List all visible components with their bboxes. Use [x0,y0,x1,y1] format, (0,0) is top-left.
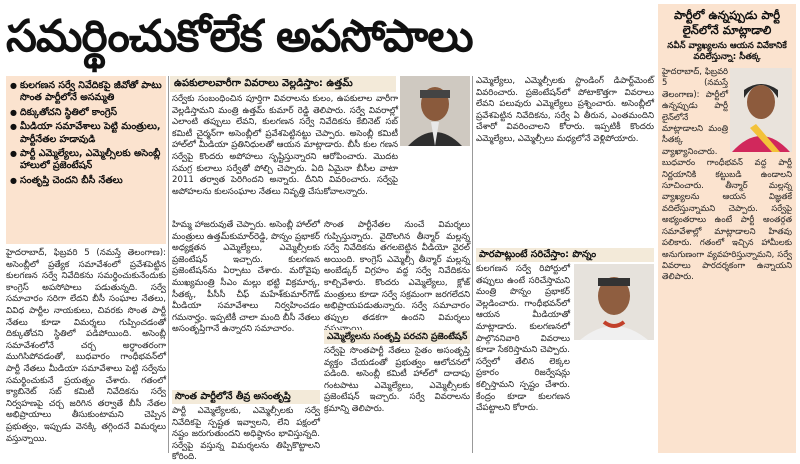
paragraph: కులగణన సర్వే రిపోర్టులో తప్పులు ఉంటే సరిచేస్తామని మంత్రి పొన్నం ప్రభాకర్ వెల్లడించారు. గాంధీభవన్‌లో ఆయన మీడియాతో మాట్లాడారు. కులగణనలో పాల్గొననివారి వివరాలు కూడా సేకరిస్తామని చెప్పారు. సర్వేలో తేలిన లెక్కల ప్రకారం రిజర్వేషన్లు కల్పిస్తామని స్పష్టం చేశారు. కేంద్రం కూడా కులగణన చేపట్టాలని కోరారు. [476,264,570,414]
highlights-box [6,76,166,244]
subhead-party-dissent: సొంత పార్టీలోనే తీవ్ర అసంతృప్తి [172,390,320,404]
ponnam-subhead: పారపాట్లుంటే సరిచేస్తాం: పొన్నం [476,248,654,262]
paragraph: సర్వేకు సంబంధించిన పూర్తిగా వివరాలను కులం, ఉపకులాల వారీగా వెల్లడిస్తామని మంత్రి ఉత్తమ్ కుమార్ రెడ్డి తెలిపారు. సర్వే వివరాల్లో ఎలాంటి తప్పులు లేవని, కులగణన సర్వే నివేదికను కేబినెట్ సబ్ కమిటీ చైర్మన్‌గా అసెంబ్లీలో ప్రవేశపెట్టినట్టు చెప్పారు. అసెంబ్లీ కమిటీ హాల్‌లో మీడియా ప్రతినిధులతో ఆయన మాట్లాడారు. బీసీ కుల గణన సర్వేపై కొందరు అపోహలు సృష్టిస్తున్నారని ఆరోపించారు. మొదట సమగ్ర కులాలు సర్వేతో పోల్చి చెప్పారు. ఏది ఏమైనా బీసీల వాటా 2011 తర్వాత పెరిగిందని అన్నారు. దీనిని వివరించారు. సర్వేపై అపోహలను కులసంఘాల నేతలు నివృత్తి చేసుకోవాలన్నారు. [172,94,398,197]
highlight-item: ● కులగణన సర్వే నివేదికపై జీవోతో పాటు సొంత పార్టీలోనే అసమ్మతి [10,80,162,105]
page-headline: సమర్థించుకోలేక అపసోపాలు [6,11,473,62]
paragraph: పార్టీ ఎమ్మెల్యేలకు, ఎమ్మెల్సీలకు సర్వే నివేదికపై స్పష్టత ఇవ్వాలని, లేని పక్షంలో నష్టం జరుగుతుందని అధిష్ఠానం భావిస్తున్నది. సర్వేపై వస్తున్న విమర్శలను తిప్పికొట్టాలని కోరింది. [172,406,320,463]
paragraph: ఎమ్మెల్యేలు, ఎమ్మెల్సీలకు స్టాండింగ్ డిపార్ట్‌మెంట్ వివరించారు. ప్రజెంటేషన్‌లో పోటాకొత్తగా వివరాలు లేవని పలువురు ఎమ్మెల్యేలు ప్రశ్నించారు. అసెంబ్లీలో ప్రవేశపెట్టిన నివేదికను, సర్వే ఏ తీరున, ఎంతమందిని చేశారో వివరించాలని కోరారు. ఇప్పటికీ కొందరు ఎమ్మెల్యేలు, ఎమ్మెల్సీలు మధ్యలోనే వెళ్లిపోయారు. [476,76,654,144]
highlight-item: ● సంతృప్తి చెందని బీసీ నేతలు [10,175,162,187]
middle-column-b [324,220,470,328]
paragraph: సర్వేపై సొంతపార్టీ నేతలు సైతం అసంతృప్తి వ్యక్తం చేయడంతో ప్రభుత్వం ఆలోచనలో పడింది. అసెంబ్లీ కమిటీ హాల్‌లో దాదాపు గంటపాటు ఎమ్మెల్యేలు, ఎమ్మెల్సీలకు ప్రజెంటేషన్ ఇచ్చారు. సర్వే వివరాలను క్రమాన్ని తెలిపారు. [324,346,470,414]
paragraph: హైదరాబాద్, ఫిబ్రవరి 5 (నమస్తే తెలంగాణ): అసెంబ్లీలో ప్రత్యేక సమావేశంలో ప్రవేశపెట్టిన కులగణన సర్వే నివేదికను సమర్థించుకునేందుకు కాంగ్రెస్ అపసోపాలు పడుతున్నది. సర్వే సమాచారం సరిగా లేదని బీసీ సంఘాల నేతలు, వివిధ పార్టీల నాయకులు, చివరకు సొంత పార్టీ నేతలు కూడా విమర్శలు గుప్పించడంతో దిక్కుతోచని స్థితిలో పడిపోయింది. అసెంబ్లీ సమావేశంలోనే చర్చ అర్ధాంతరంగా ముగిసిపోవడంతో, బుధవారం గాంధీభవన్‌లో పార్టీ నేతలు మీడియా సమావేశాలు పెట్టి సర్వేను సమర్థించుకునే ప్రయత్నం చేశారు. గతంలో క్యాబినెట్ సబ్ కమిటీ నివేదికను సర్వే నిర్వహణపై చర్చ జరిగిన తర్వాతే బీసీ నేతల అభిప్రాయాలు తీసుకుంటామని చెప్పిన ప్రభుత్వం, ఇప్పుడు వెనక్కి తగ్గిందనే విమర్శలు వస్తున్నాయి. [6,248,166,444]
seethakka-photo [730,68,792,152]
uttam-subhead: ఉపకులాలవారీగా వివరాలు వెల్లడిస్తాం: ఉత్తమ్ [170,76,396,92]
highlight-item: ● మీడియా సమావేశాలు పెట్టి మంత్రులు, పార్టీనేతల హడావుడి [10,121,162,146]
middle-column-c [172,406,320,463]
ponnam-text [476,264,570,453]
middle-column-a [172,220,320,388]
subhead-presentation: ఎమ్మెల్యేలను సంతృప్తి పరచని ప్రజెంటేషన్ [324,330,470,344]
paragraph: హిమ్మ హాజరువుతే చెప్పారు. అసెంబ్లీ హాల్‌లో మంత్రులు ఉత్తమ్‌కుమార్‌రెడ్డి, పొన్నం ప్రభాకర్ అధ్యక్షతన ఎమ్మెల్యేలు, ఎమ్మెల్సీలకు ప్రజెంటేషన్ ఇచ్చారు. కులగణన ప్రజెంటేషన్‌ను ఏర్పాటు చేశారు. మరోవైపు ముఖ్యమంత్రి సీఎం మల్లు భట్టి విక్రమార్క, సీతక్క, పీసీసీ చీఫ్ మహేశ్‌కుమార్‌గౌడ్ మీడియా సమావేశాలు నిర్వహించడం గమనార్హం. ఇప్పటికీ చాలా మంది బీసీ నేతలు అసంతృప్తిగానే ఉన్నారని సమాచారం. [172,220,320,335]
column-divider [472,76,473,453]
ponnam-photo [574,264,654,340]
highlight-item: ● పార్టీ ఎమ్మెల్యేలు, ఎమ్మెల్సీలకు అసెంబ్లీ హాలులో ప్రజెంటేషన్ [10,148,162,173]
column-divider [168,76,169,453]
right-column-a [476,76,654,246]
middle-column-d [324,346,470,453]
paragraph: హైదరాబాద్, ఫిబ్రవరి 5 (నమస్తే తెలంగాణ): పార్టీలో ఉన్నప్పుడు పార్టీ లైన్‌లోనే మాట్లాడాలని మంత్రి సీతక్క వ్యాఖ్యానించారు. బుధవారం గాంధీభవన్ వద్ద పార్టీ నిర్ణయానికి కట్టుబడి ఉండాలని సూచించారు. తీన్మార్ మల్లన్న వ్యాఖ్యలను ఆయన విజ్ఞతకే వదిలేస్తున్నామని చెప్పారు. సర్వేపై అభ్యంతరాలు ఉంటే పార్టీ అంతర్గత సమావేశాల్లో మాట్లాడాలని హితవు పలికారు. గతంలో ఇచ్చిన హామీలకు అనుగుణంగా వ్యవహరిస్తున్నామని, సర్వే వివరాలు పారదర్శకంగా ఉన్నాయని తెలిపారు. [662,66,792,282]
uttam-photo [400,76,470,146]
left-column [6,248,166,453]
sidebar-title: పార్టీలో ఉన్నప్పుడు పార్టీ లైన్‌లోనే మాట్లాడాలి [673,8,781,37]
uttam-text [172,94,398,216]
sidebar-box [658,4,796,453]
sidebar-subtitle: నవీన్ వ్యాఖ్యలను ఆయన వివేకానికే వదిలేస్తున్నా: సీతక్క [667,41,787,62]
paragraph: సొంత పార్టీనేతల నుంచే విమర్శలు గుప్పిస్తున్నారు. వైదొలగిన తీన్మార్ మల్లన్న సర్వే నివేదికను తగలబెట్టిన వీడియో వైరల్ అయింది. కాంగ్రెస్ ఎమ్మెల్సీ తీన్మార్ మల్లన్న అంబేడ్కర్ విగ్రహం వద్ద సర్వే నివేదికను కాల్చివేశారు. కొందరు ఎమ్మెల్యేలు, క్లోజ్ మంత్రులు కూడా సర్వే సక్రమంగా జరగలేదని అభిప్రాయపడుతున్నారు. సర్వే సమాచారం తప్పుల తడకగా ఉందని విమర్శలు [324,220,470,323]
highlight-item: ● దిక్కుతోచని స్థితిలో కాంగ్రెస్ [10,107,162,119]
